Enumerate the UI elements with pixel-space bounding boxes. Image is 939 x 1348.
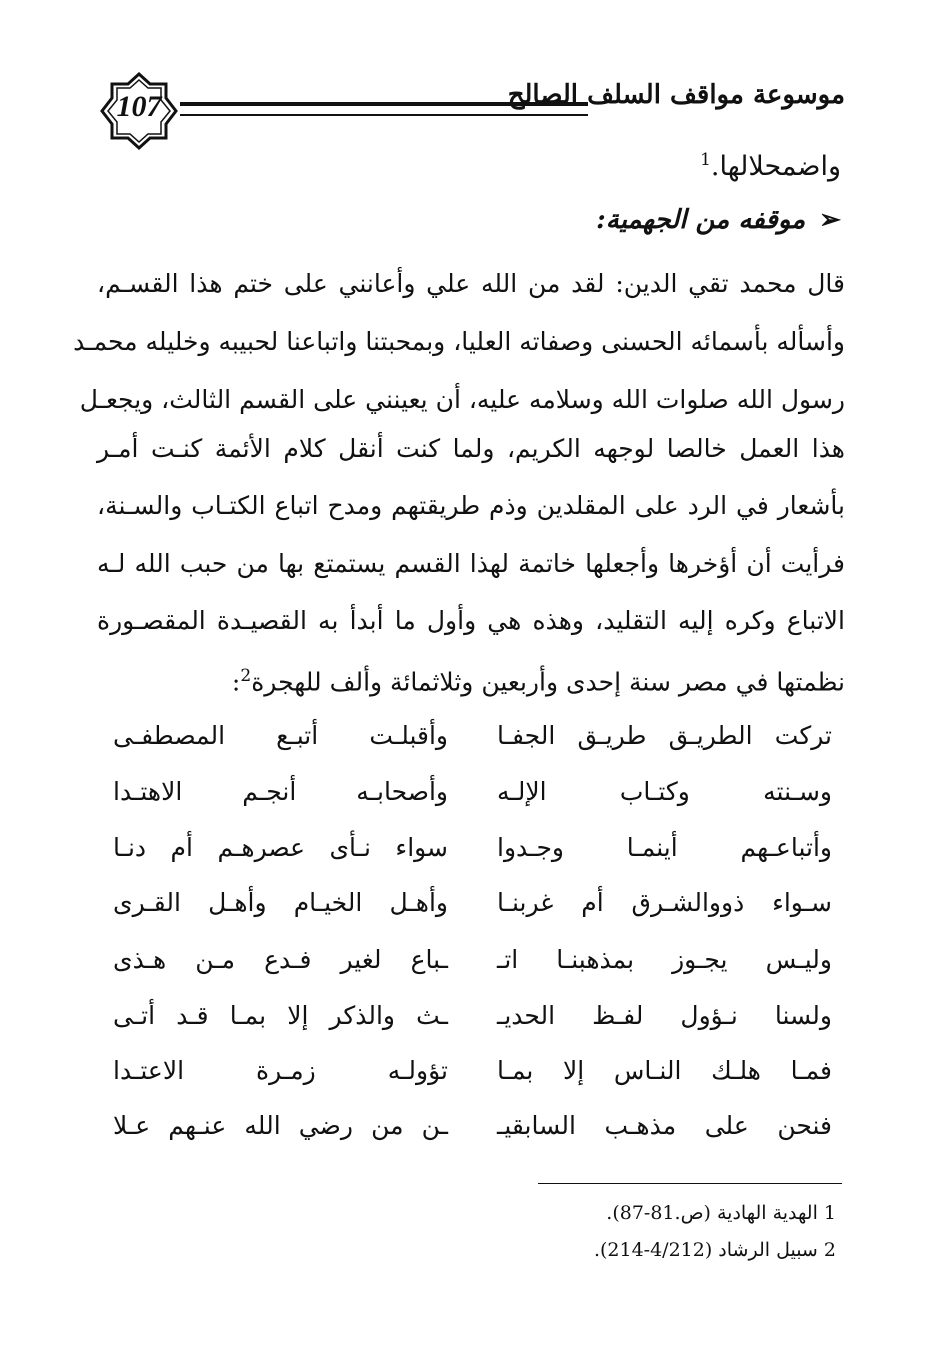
verse-first-hemistich: سـواء ذووالشـرق أم غربنـا	[497, 888, 832, 917]
verse-second-hemistich: ـن من رضي الله عنـهم عـلا	[113, 1111, 448, 1140]
verse-second-hemistich: وأقبلـت أتبـع المصطفـى	[113, 721, 448, 750]
continuation-line	[700, 150, 841, 182]
section-heading	[596, 205, 841, 235]
paragraph-line: بأشعار في الرد على المقلدين وذم طريقتهم ومدح اتباع الكتـاب والسـنة،	[97, 491, 845, 520]
last-line-end: :	[231, 667, 241, 697]
verse-second-hemistich: تؤولـه زمـرة الاعتـدا	[113, 1056, 448, 1085]
paragraph-line: هذا العمل خالصا لوجهه الكريم، ولما كنت أنقل كلام الأئمة كنـت أمـر	[97, 434, 845, 463]
footnote-number: 2	[823, 1239, 836, 1261]
footnote	[606, 1199, 836, 1227]
paragraph-line: الاتباع وكره إليه التقليد، وهذه هي وأول ما أبدأ به القصيـدة المقصـورة	[97, 606, 845, 635]
page-number-badge	[100, 72, 178, 150]
arrow-bullet-icon: ➢	[819, 205, 841, 235]
verse-first-hemistich: وأتباعـهم أينمـا وجـدوا	[497, 833, 832, 862]
verse-first-hemistich: وسـنته وكتـاب الإلـه	[497, 777, 832, 806]
page-number: 107	[116, 90, 162, 123]
verse-second-hemistich: وأهـل الخيـام وأهـل القـرى	[113, 888, 448, 917]
footnote-separator	[538, 1183, 842, 1184]
page-header	[100, 72, 845, 152]
paragraph-line: فرأيت أن أؤخرها وأجعلها خاتمة لهذا القسم يستمتع بها من حبب الله لـه	[97, 549, 845, 578]
last-line-text: نظمتها في مصر سنة إحدى وأربعين وثلاثمائة وألف للهجرة	[251, 667, 845, 697]
verse-second-hemistich: ـباع لغير فـدع مـن هـذى	[113, 945, 448, 974]
paragraph-last-line	[97, 656, 845, 696]
footnote-text: سبيل الرشاد (4/212-214).	[593, 1239, 818, 1261]
verse-second-hemistich: ـث والذكر إلا بمـا قـد أتـى	[113, 1001, 448, 1030]
verse-first-hemistich: وليـس يجـوز بمذهبنـا اتـ	[497, 945, 832, 974]
verse-first-hemistich: فنحن على مذهـب السابقيـ	[497, 1111, 832, 1140]
verse-first-hemistich: فمـا هلـك النـاس إلا بمـا	[497, 1056, 832, 1085]
heading-text: موقفه من الجهمية:	[596, 205, 806, 235]
paragraph-line: قال محمد تقي الدين: لقد من الله علي وأعانني على ختم هذا القسـم،	[97, 269, 845, 298]
footnote-ref-2[interactable]: 2	[240, 666, 252, 686]
verse-second-hemistich: وأصحابـه أنجـم الاهتـدا	[113, 777, 448, 806]
verse-first-hemistich: ولسنا نـؤول لفـظ الحديـ	[497, 1001, 832, 1030]
footnote-number: 1	[823, 1202, 836, 1224]
footnote-text: الهدية الهادية (ص.81-87).	[606, 1202, 818, 1224]
paragraph-line: رسول الله صلوات الله وسلامه عليه، أن يعينني على القسم الثالث، ويجعـل	[79, 385, 845, 414]
paragraph-line: وأسأله بأسمائه الحسنى وصفاته العليا، وبمحبتنا واتباعنا لحبيبه وخليله محمـد	[73, 327, 845, 356]
verse-second-hemistich: سواء نـأى عصرهـم أم دنـا	[113, 833, 448, 862]
book-title: موسوعة مواقف السلف الصالح	[507, 80, 845, 110]
continuation-text: واضمحلالها.	[710, 151, 841, 182]
footnote-ref-1[interactable]: 1	[700, 150, 711, 170]
verse-first-hemistich: تركت الطريـق طريـق الجفـا	[497, 721, 832, 750]
footnote	[594, 1236, 836, 1264]
